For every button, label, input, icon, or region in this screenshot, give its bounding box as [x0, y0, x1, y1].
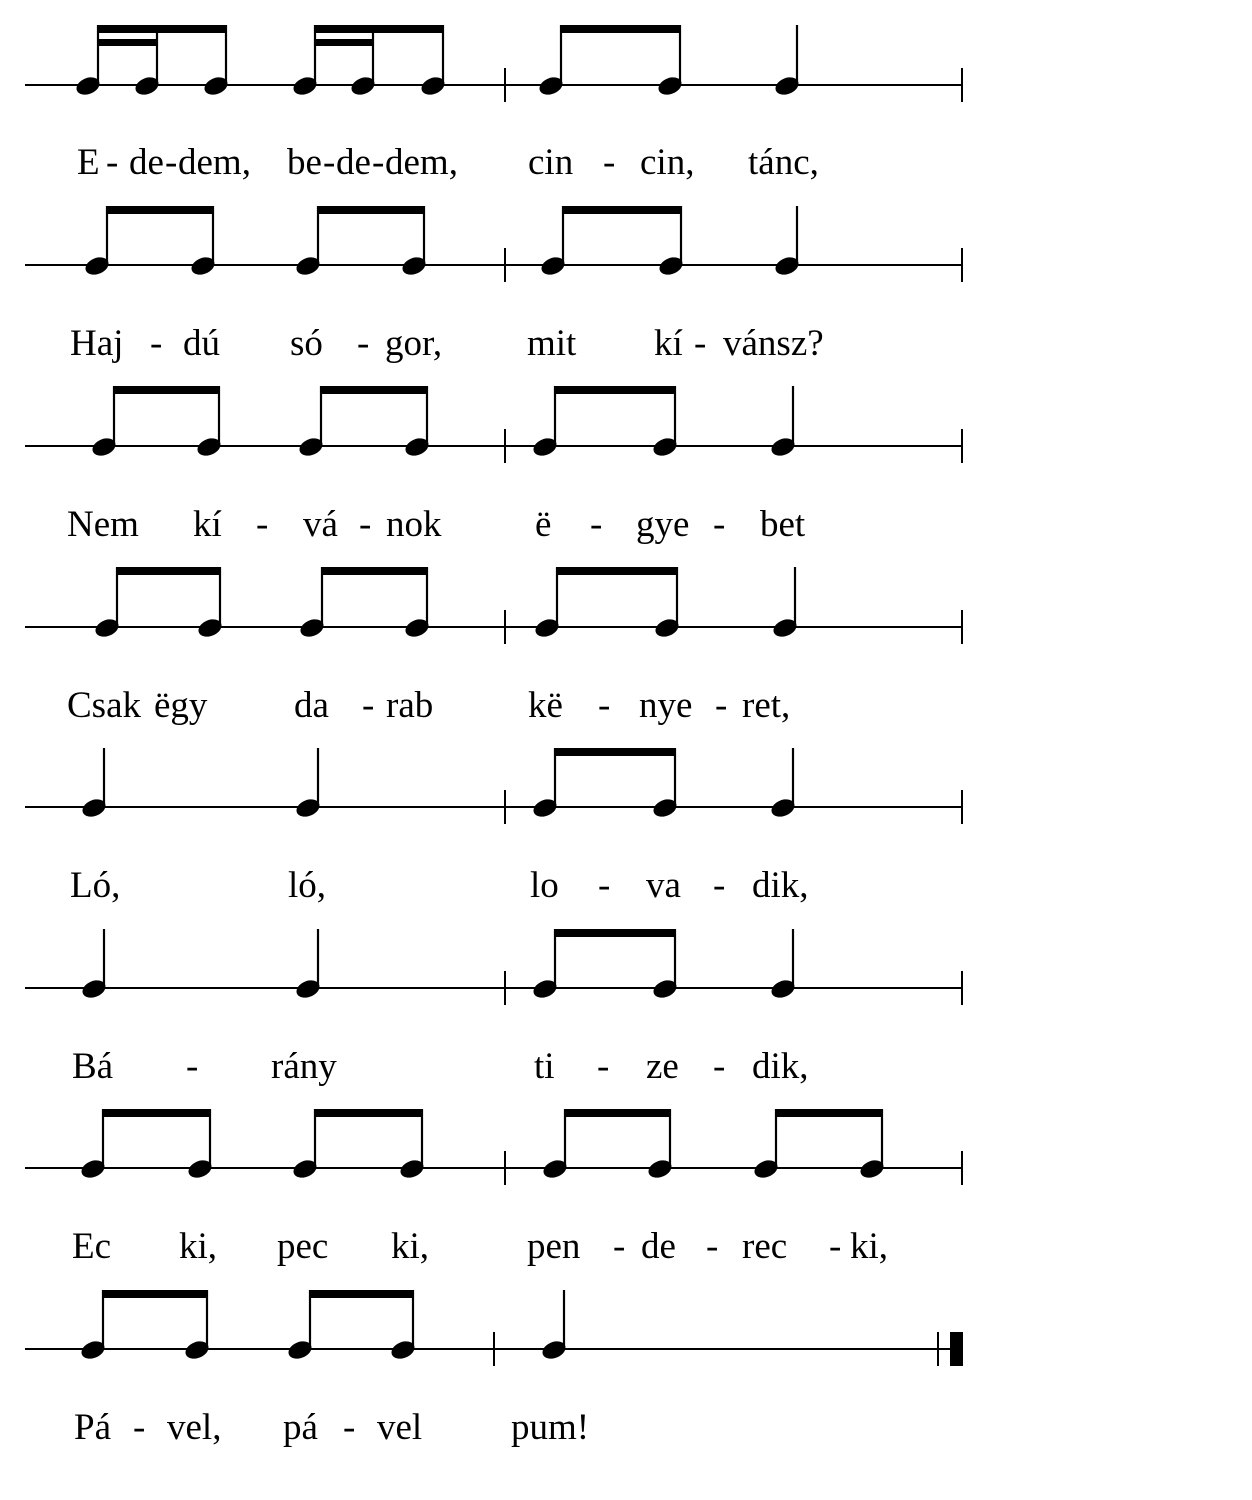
beam [117, 567, 221, 575]
lyric-hyphen: - [323, 142, 336, 183]
beam [557, 567, 678, 575]
lyric-syllable: rány [271, 1046, 337, 1087]
system-7 [25, 1109, 962, 1267]
lyric-syllable: tánc, [748, 142, 819, 183]
beam-group [294, 206, 428, 278]
lyric-syllable: pen [527, 1226, 581, 1267]
lyric-syllable: kí [193, 504, 222, 545]
lyric-hyphen: - [256, 504, 269, 545]
lyric-hyphen: - [150, 323, 163, 364]
beam [315, 39, 374, 46]
beam-group [531, 748, 679, 820]
beam-group [79, 1290, 211, 1362]
lyric-hyphen: - [186, 1046, 199, 1087]
lyric-syllable: ti [534, 1046, 555, 1087]
beam-group [537, 25, 684, 98]
lyric-syllable: gor, [385, 323, 443, 364]
lyric-hyphen: - [706, 1226, 719, 1267]
beam [322, 567, 428, 575]
beam-group [90, 386, 223, 459]
lyric-hyphen: - [715, 685, 728, 726]
lyric-syllable: Ec [72, 1226, 112, 1267]
lyric-syllable: cin, [640, 142, 695, 183]
lyric-syllable: cin [528, 142, 574, 183]
lyric-syllable: gye [636, 504, 690, 545]
beam [318, 206, 425, 214]
beam-group [541, 1109, 674, 1181]
lyric-syllable: dem, [385, 142, 458, 183]
beam [565, 1109, 671, 1117]
lyric-syllable: Bá [72, 1046, 114, 1087]
lyric-hyphen: - [165, 142, 178, 183]
beam [555, 929, 676, 937]
lyric-syllable: ret, [742, 685, 791, 726]
lyric-hyphen: - [359, 504, 372, 545]
lyric-syllable: só [290, 323, 323, 364]
lyric-syllable: vel [377, 1407, 423, 1448]
lyric-syllable: Pá [74, 1407, 111, 1448]
system-5 [25, 748, 962, 906]
lyric-hyphen: - [713, 865, 726, 906]
beam-group [83, 206, 217, 278]
lyric-syllable: rec [742, 1226, 788, 1267]
lyric-syllable: pum! [511, 1407, 590, 1448]
lyric-syllable: de [129, 142, 164, 183]
lyric-hyphen: - [598, 865, 611, 906]
beam [321, 386, 428, 394]
lyric-syllable: nye [639, 685, 693, 726]
beam [98, 25, 227, 33]
lyric-syllable: kë [528, 685, 563, 726]
lyric-syllable: de [641, 1226, 676, 1267]
final-barline-thick [950, 1332, 963, 1366]
beam-group [286, 1290, 417, 1362]
lyric-syllable: ze [646, 1046, 679, 1087]
lyric-syllable: Nem [67, 504, 139, 545]
lyric-hyphen: - [597, 1046, 610, 1087]
lyric-syllable: mit [527, 323, 577, 364]
lyric-hyphen: - [357, 323, 370, 364]
beam [310, 1290, 414, 1298]
system-8 [25, 1290, 963, 1448]
beam-group [297, 386, 431, 459]
beam-group [93, 567, 224, 640]
lyric-hyphen: - [603, 142, 616, 183]
lyric-hyphen: - [362, 685, 375, 726]
beam [563, 206, 682, 214]
lyric-syllable: dem, [178, 142, 251, 183]
lyric-syllable: Haj [70, 323, 124, 364]
lyric-syllable: lo [530, 865, 559, 906]
system-1 [25, 25, 962, 183]
beam-group [291, 25, 447, 98]
beam-group [298, 567, 431, 640]
lyric-syllable: nok [386, 504, 442, 545]
lyric-syllable: ëgy [154, 685, 208, 726]
lyric-hyphen: - [372, 142, 385, 183]
beam-group [752, 1109, 886, 1181]
beam-group [533, 567, 681, 640]
beam [315, 25, 444, 33]
lyric-syllable: da [294, 685, 329, 726]
system-4 [25, 567, 962, 726]
lyric-syllable: vá [303, 504, 338, 545]
beam-group [291, 1109, 426, 1181]
beam [107, 206, 214, 214]
system-3 [25, 386, 962, 545]
beam [315, 1109, 423, 1117]
lyric-syllable: ki, [391, 1226, 430, 1267]
lyric-syllable: vel, [167, 1407, 222, 1448]
beam-group [539, 206, 685, 278]
lyric-hyphen: - [343, 1407, 356, 1448]
lyric-syllable: pec [277, 1226, 329, 1267]
lyric-hyphen: - [598, 685, 611, 726]
lyric-syllable: be [287, 142, 322, 183]
beam [103, 1290, 208, 1298]
lyric-syllable: Ló, [70, 865, 121, 906]
lyric-syllable: ki, [179, 1226, 218, 1267]
lyric-hyphen: - [613, 1226, 626, 1267]
system-6 [25, 929, 962, 1087]
beam-group [79, 1109, 214, 1181]
lyric-hyphen: - [133, 1407, 146, 1448]
beam-group [531, 929, 679, 1001]
lyric-syllable: ki, [850, 1226, 889, 1267]
beam [555, 748, 676, 756]
lyric-hyphen: - [694, 323, 707, 364]
lyric-syllable: kí [654, 323, 683, 364]
lyric-hyphen: - [590, 504, 603, 545]
beam [114, 386, 220, 394]
lyric-syllable: ló, [288, 865, 327, 906]
beam [561, 25, 681, 33]
lyric-syllable: Csak [67, 685, 141, 726]
lyric-syllable: de [336, 142, 371, 183]
lyric-syllable: bet [760, 504, 806, 545]
lyric-syllable: vánsz? [723, 323, 824, 364]
lyric-syllable: va [646, 865, 681, 906]
lyric-syllable: pá [283, 1407, 318, 1448]
beam-group [74, 25, 230, 98]
lyric-syllable: E [77, 142, 100, 183]
lyric-syllable: rab [386, 685, 434, 726]
beam [98, 39, 158, 46]
system-2 [25, 206, 962, 364]
lyric-hyphen: - [713, 1046, 726, 1087]
beam [776, 1109, 883, 1117]
lyric-syllable: dik, [752, 865, 809, 906]
lyric-hyphen: - [713, 504, 726, 545]
lyric-hyphen: - [106, 142, 119, 183]
beam [555, 386, 676, 394]
lyric-syllable: dú [183, 323, 220, 364]
lyric-syllable: dik, [752, 1046, 809, 1087]
lyric-syllable: ë [535, 504, 552, 545]
lyric-hyphen: - [829, 1226, 842, 1267]
beam [103, 1109, 211, 1117]
beam-group [531, 386, 679, 459]
